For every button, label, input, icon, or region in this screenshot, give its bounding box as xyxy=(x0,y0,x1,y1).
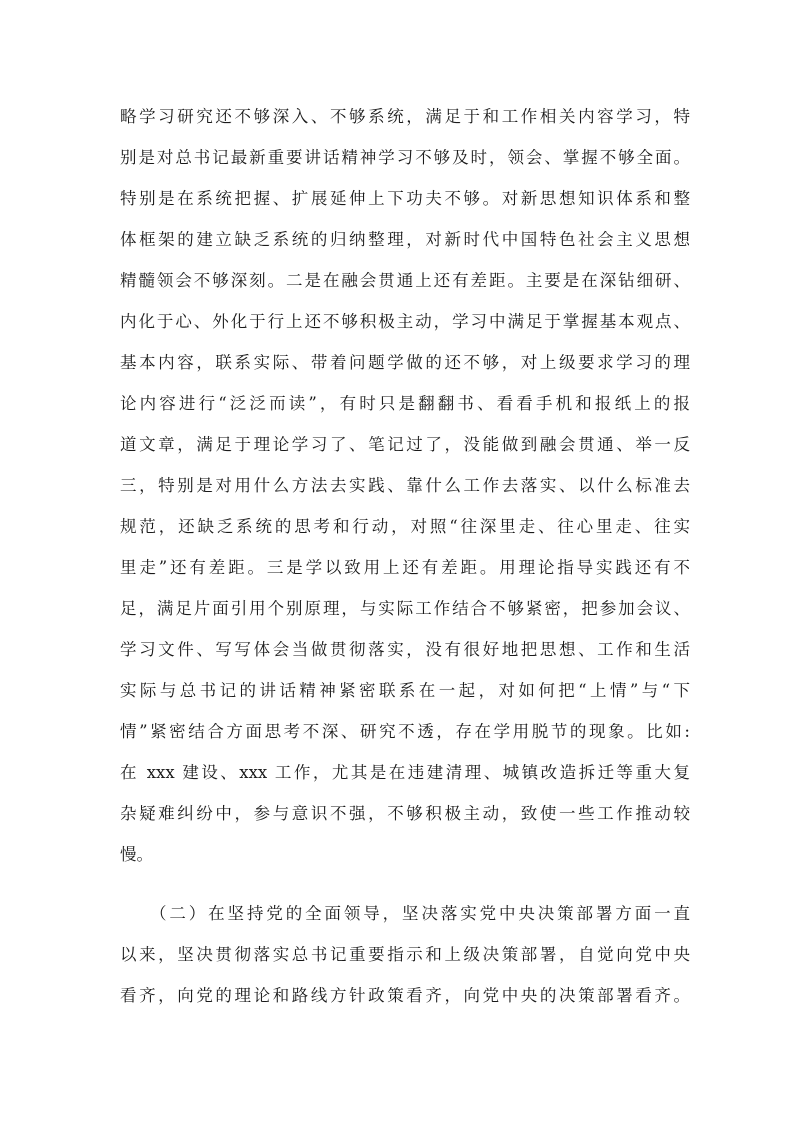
text-line: 情”紧密结合方面思考不深、研究不透，存在学用脱节的现象。比如: xyxy=(120,722,690,741)
text-line: 精髓领会不够深刻。二是在融会贯通上还有差距。主要是在深钻细研、 xyxy=(120,271,690,290)
text-line: （二）在坚持党的全面领导，坚决落实党中央决策部署方面一直 xyxy=(150,904,690,923)
text-line: 内化于心、外化于行上还不够积极主动，学习中满足于掌握基本观点、 xyxy=(120,312,690,331)
text-line: 规范，还缺乏系统的思考和行动，对照“往深里走、往心里走、往实 xyxy=(120,517,690,536)
text-line: 杂疑难纠纷中，参与意识不强，不够积极主动，致使一些工作推动较 xyxy=(120,804,690,823)
text-line: 里走”还有差距。三是学以致用上还有差距。用理论指导实践还有不 xyxy=(120,558,690,577)
text-line: 别是对总书记最新重要讲话精神学习不够及时，领会、掌握不够全面。 xyxy=(120,148,690,167)
text-line: 特别是在系统把握、扩展延伸上下功夫不够。对新思想知识体系和整 xyxy=(120,189,690,208)
text-line: 实际与总书记的讲话精神紧密联系在一起，对如何把“上情”与“下 xyxy=(120,681,690,700)
text-line: 三，特别是对用什么方法去实践、靠什么工作去落实、以什么标准去 xyxy=(120,476,690,495)
text-line: 体框架的建立缺乏系统的归纳整理，对新时代中国特色社会主义思想 xyxy=(120,230,690,249)
text-line: 足，满足片面引用个别原理，与实际工作结合不够紧密，把参加会议、 xyxy=(120,599,690,618)
text-line: 看齐，向党的理论和路线方针政策看齐，向党中央的决策部署看齐。 xyxy=(120,986,690,1005)
text-line: 学习文件、写写体会当做贯彻落实，没有很好地把思想、工作和生活 xyxy=(120,640,690,659)
text-line: 略学习研究还不够深入、不够系统，满足于和工作相关内容学习，特 xyxy=(120,107,690,126)
text-line: 慢。 xyxy=(120,845,153,864)
text-line: 在 xxx 建设、xxx 工作，尤其是在违建清理、城镇改造拆迁等重大复 xyxy=(120,763,690,782)
text-line: 基本内容，联系实际、带着问题学做的还不够，对上级要求学习的理 xyxy=(120,353,690,372)
text-line: 以来，坚决贯彻落实总书记重要指示和上级决策部署，自觉向党中央 xyxy=(120,945,690,964)
text-line: 道文章，满足于理论学习了、笔记过了，没能做到融会贯通、举一反 xyxy=(120,435,690,454)
text-line: 论内容进行“泛泛而读”，有时只是翻翻书、看看手机和报纸上的报 xyxy=(120,394,690,413)
